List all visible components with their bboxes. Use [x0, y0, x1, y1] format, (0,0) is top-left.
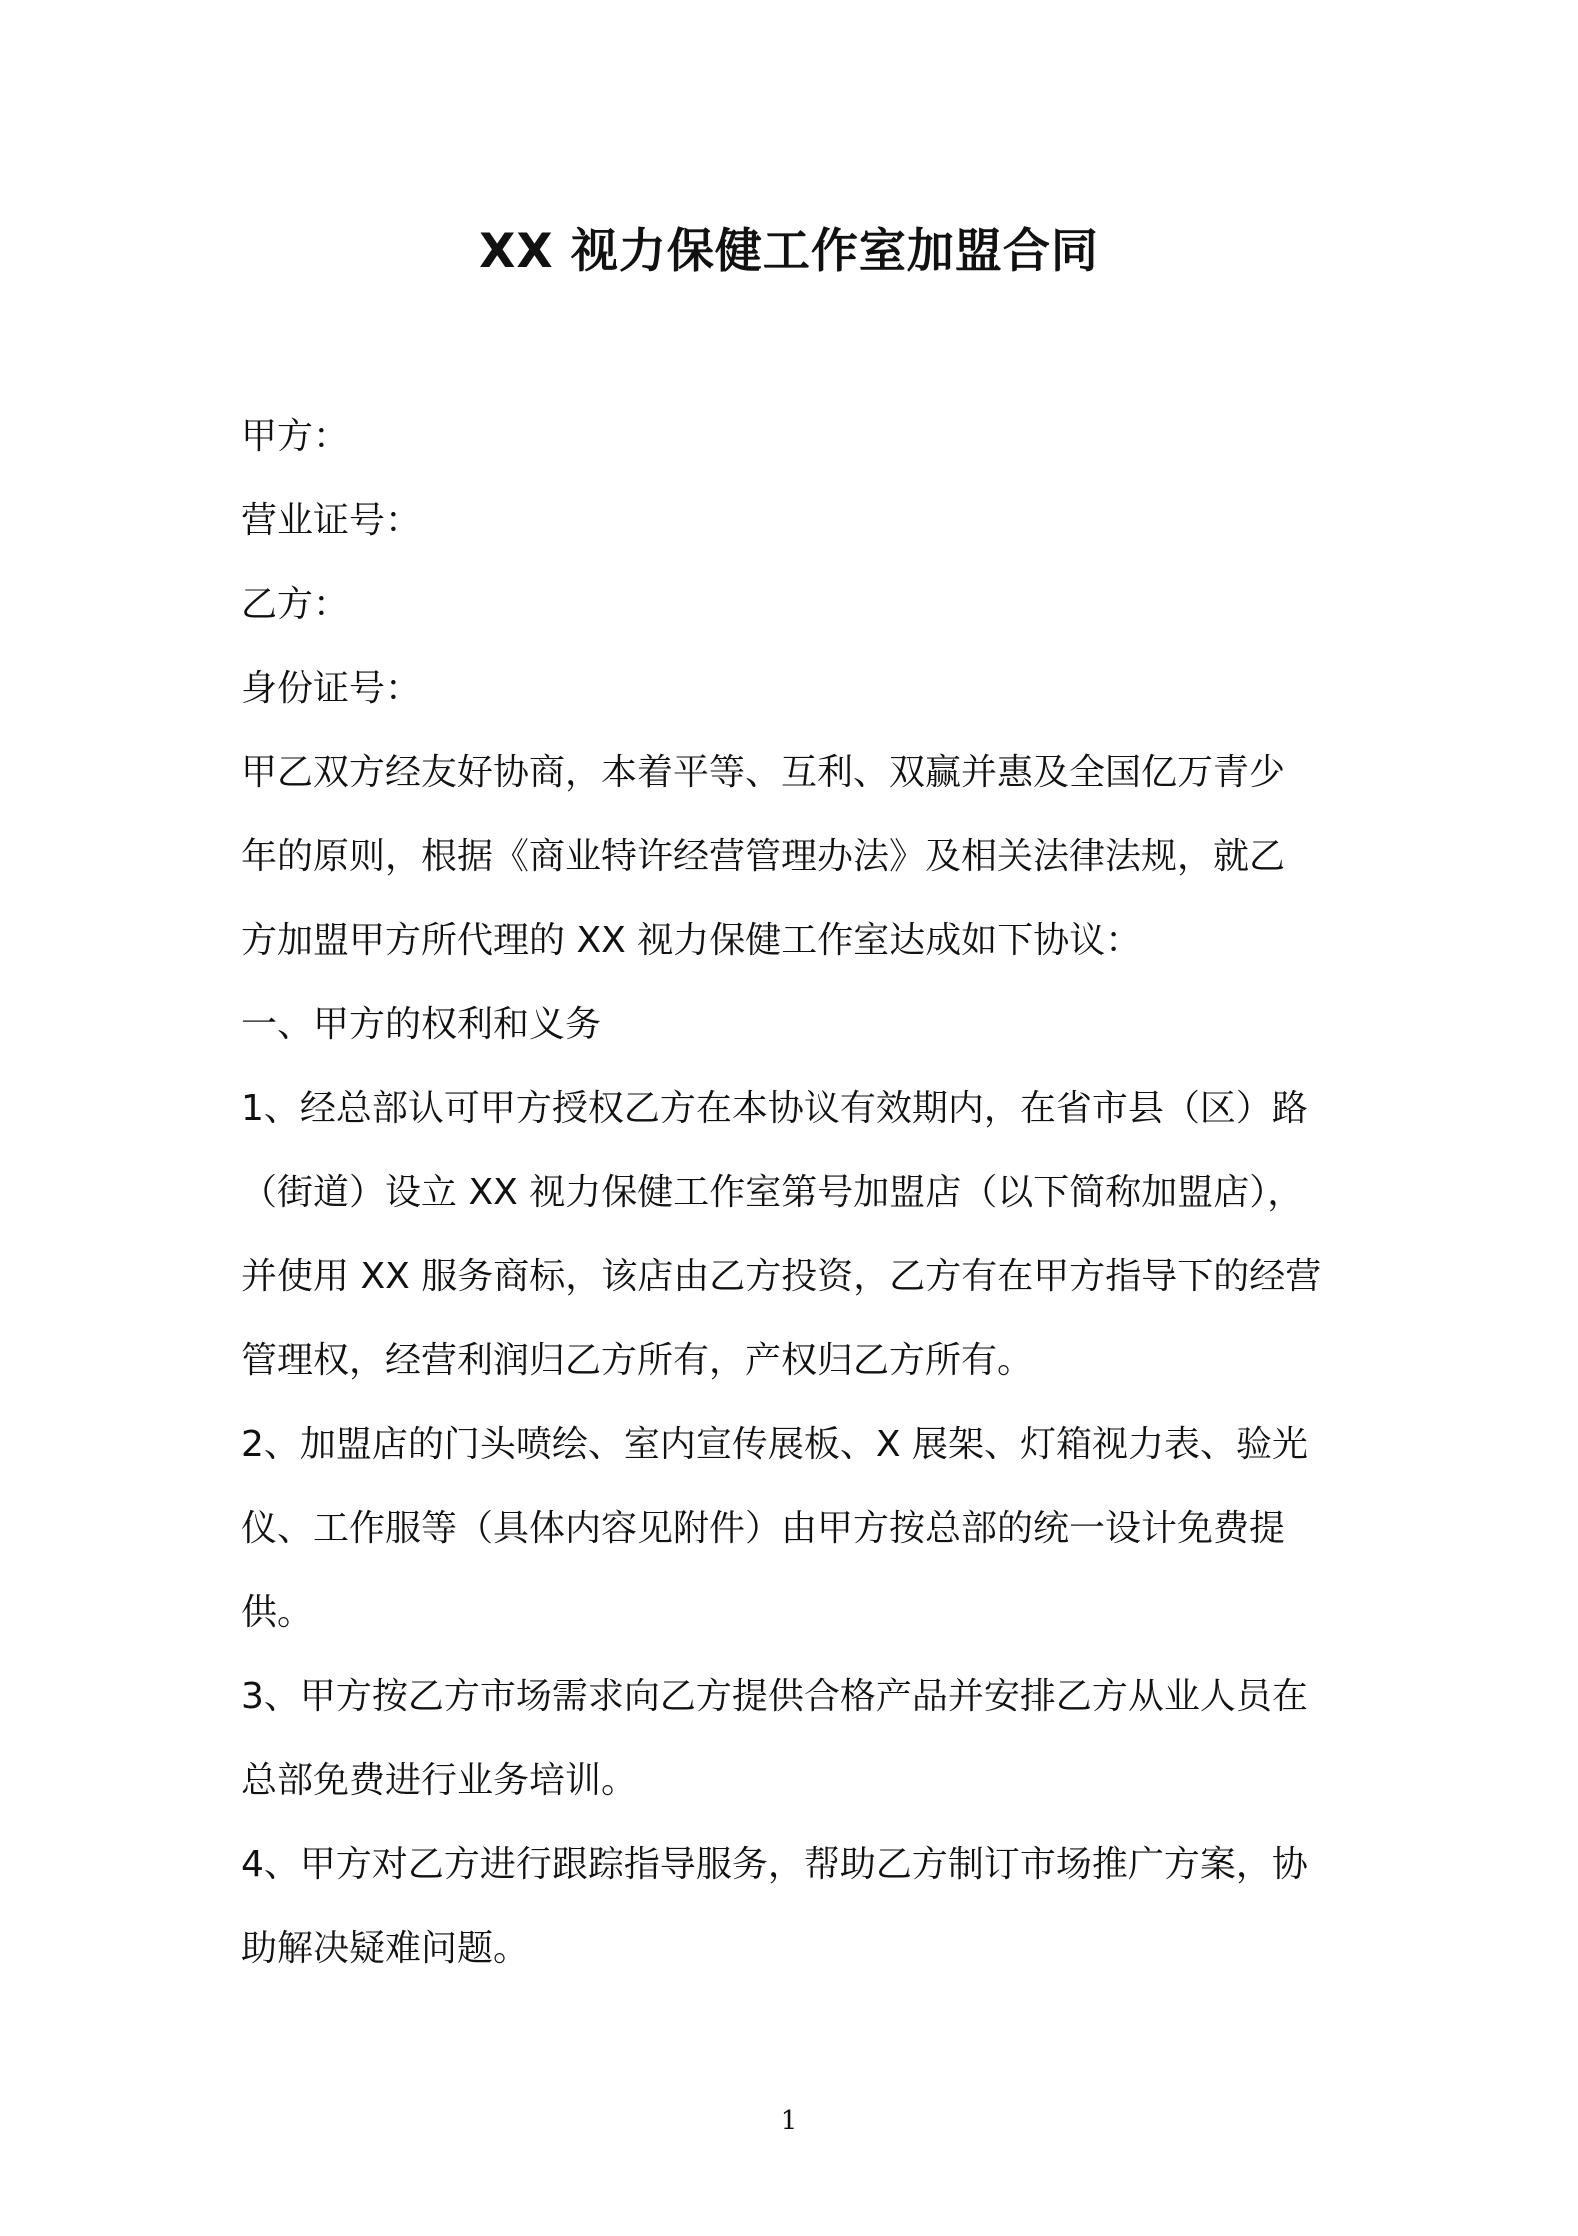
- field-id-number: 身份证号：: [241, 668, 422, 709]
- clause-line: 管理权，经营利润归乙方所有，产权归乙方所有。: [241, 1340, 1034, 1381]
- clause-line: 3、甲方按乙方市场需求向乙方提供合格产品并安排乙方从业人员在: [241, 1676, 1308, 1717]
- clause-line: 总部免费进行业务培训。: [241, 1760, 638, 1801]
- clause-line: 仪、工作服等（具体内容见附件）由甲方按总部的统一设计免费提: [241, 1508, 1286, 1549]
- section-heading: 一、甲方的权利和义务: [241, 1004, 602, 1045]
- clause-line: 1、经总部认可甲方授权乙方在本协议有效期内，在省市县（区）路: [241, 1088, 1308, 1129]
- document-title: XX 视力保健工作室加盟合同: [479, 224, 1099, 279]
- clause-line: 并使用 XX 服务商标，该店由乙方投资，乙方有在甲方指导下的经营: [241, 1256, 1322, 1297]
- clause-line: （街道）设立 XX 视力保健工作室第号加盟店（以下简称加盟店），: [241, 1172, 1304, 1213]
- field-business-license: 营业证号：: [241, 500, 422, 541]
- field-party-b: 乙方：: [241, 584, 350, 625]
- clause-line: 4、甲方对乙方进行跟踪指导服务，帮助乙方制订市场推广方案，协: [241, 1844, 1308, 1885]
- page-number: 1: [780, 2106, 798, 2136]
- clause-line: 2、加盟店的门头喷绘、室内宣传展板、X 展架、灯箱视力表、验光: [241, 1424, 1309, 1465]
- paragraph-line: 方加盟甲方所代理的 XX 视力保健工作室达成如下协议：: [241, 920, 1142, 961]
- clause-line: 助解决疑难问题。: [241, 1928, 530, 1969]
- field-party-a: 甲方：: [241, 416, 350, 457]
- clause-line: 供。: [241, 1592, 314, 1633]
- paragraph-line: 甲乙双方经友好协商，本着平等、互利、双赢并惠及全国亿万青少: [241, 752, 1286, 793]
- paragraph-line: 年的原则，根据《商业特许经营管理办法》及相关法律法规，就乙: [241, 836, 1286, 877]
